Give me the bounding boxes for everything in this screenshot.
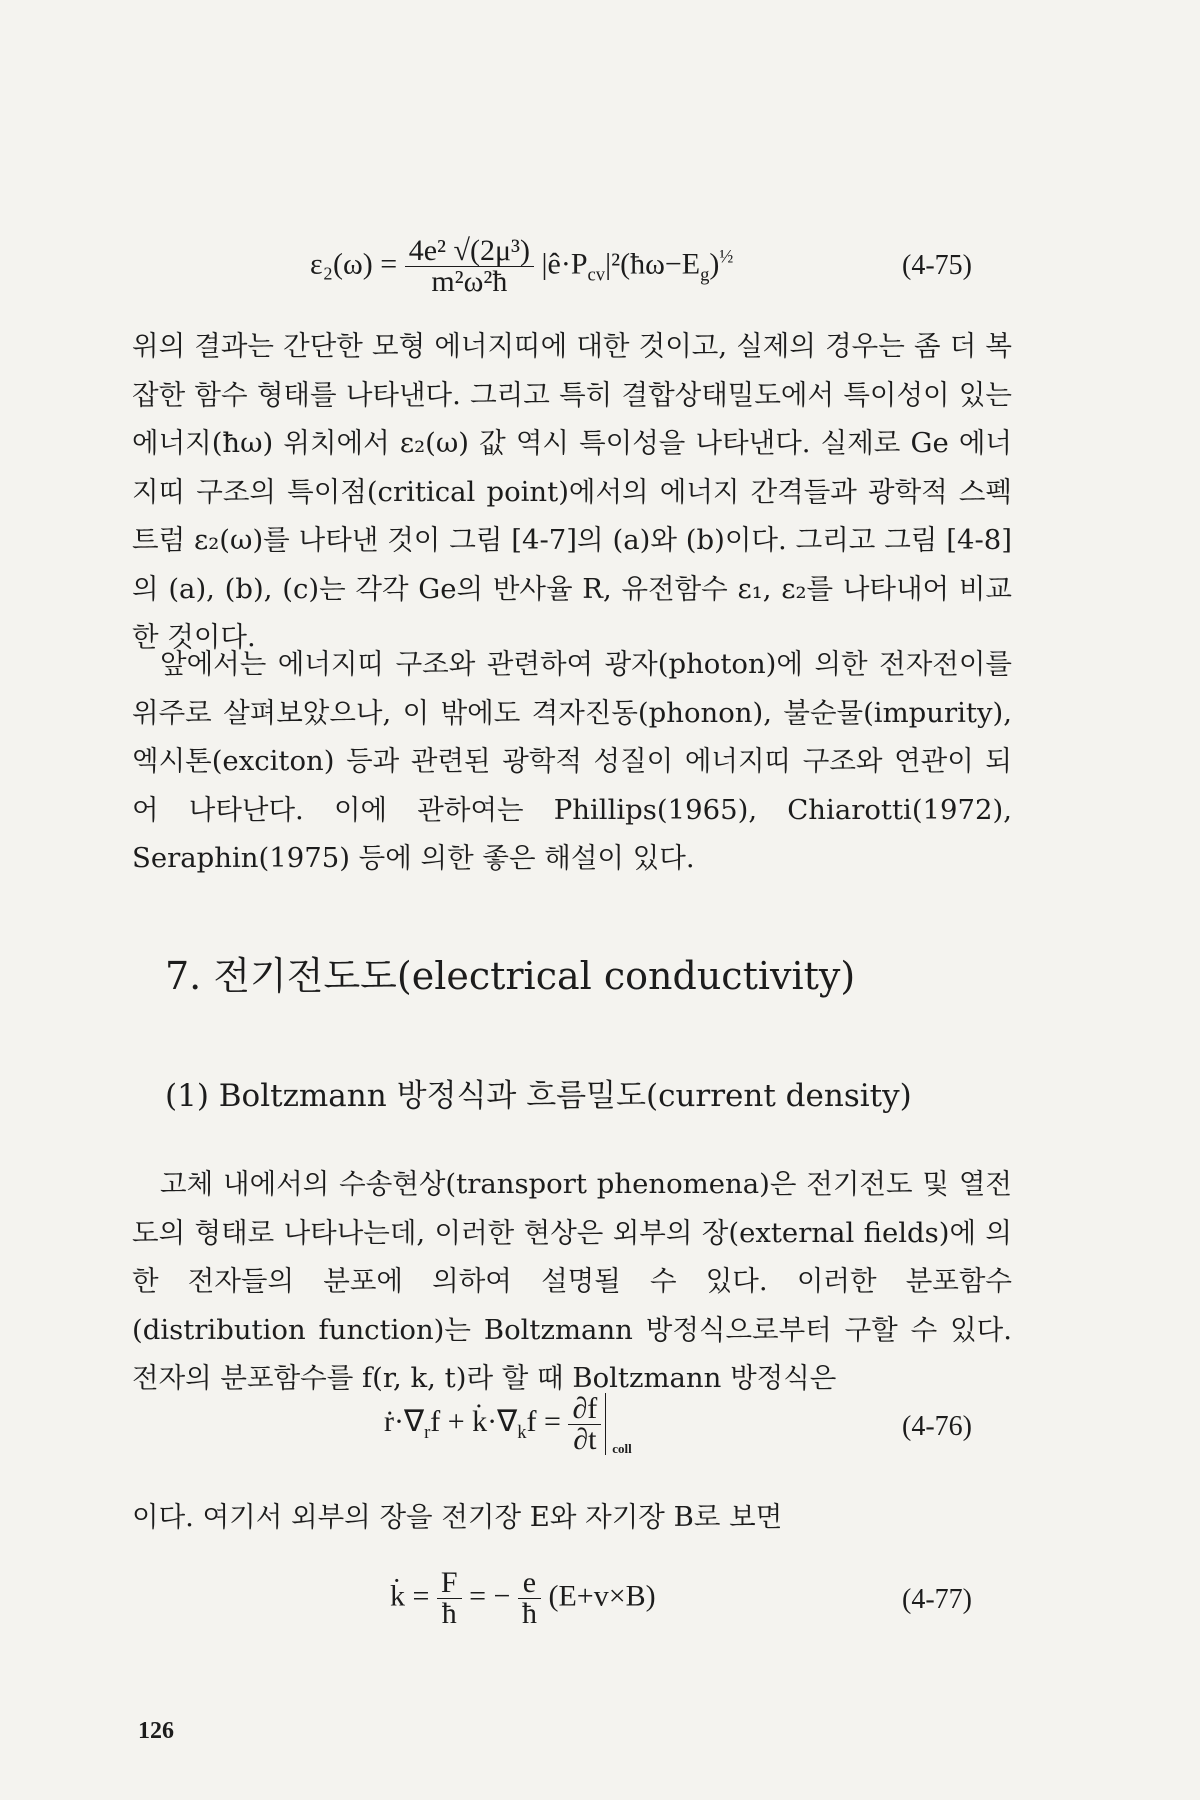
eq-4-76-denominator: ∂t [573, 1422, 597, 1456]
equation-4-76 [132, 1393, 1012, 1467]
eq-4-76-numerator: ∂f [568, 1394, 601, 1425]
eq-4-77-number: (4-77) [902, 1584, 972, 1615]
paragraph-3-container [132, 1160, 1012, 1403]
eq-4-77-lhs: k̇ = [390, 1579, 430, 1613]
eq-4-75-end: ) [709, 247, 720, 281]
eq-4-75-numerator: 4e² √(2μ³) [405, 236, 534, 267]
eq-4-76-evaluation-bar [605, 1393, 646, 1455]
eq-4-77-denominator-2: ħ [521, 1597, 537, 1630]
eq-4-75-sub-g: g [700, 264, 710, 286]
eq-4-77-numerator-1: F [437, 1568, 462, 1599]
eq-4-75-tail: |²(ħω−E [605, 247, 701, 281]
eq-4-76-fraction [568, 1391, 601, 1456]
paragraph-3: 고체 내에서의 수송현상(transport phenomena)은 전기전도 및 열전도의 형태로 나타나는데, 이러한 현상은 외부의 장(external fields)에 의한 전자들의 분포에 의하여 설명될 수 있다. 이러한 분포함수(distribution function)는 Boltzmann 방정식으로부터 구할 수 있다. 전자의 분포함수를 f(r, k, t)라 할 때 Boltzmann 방정식은 [132, 1168, 1012, 1394]
eq-4-77-rhs: (E+v×B) [548, 1579, 656, 1613]
eq-4-76-coll-label: coll [612, 1441, 632, 1456]
eq-4-75-denominator: m²ω²ħ [431, 265, 508, 298]
eq-4-76-sub-k: k [517, 1421, 527, 1443]
eq-4-77-fraction-2 [518, 1568, 541, 1629]
paragraph-4: 이다. 여기서 외부의 장을 전기장 E와 자기장 B로 보면 [132, 1501, 783, 1533]
page-number: 126 [138, 1718, 174, 1744]
eq-4-75-exponent: ½ [719, 246, 734, 268]
eq-4-76-mid: f + k̇·∇ [430, 1404, 518, 1438]
equation-4-77 [132, 1568, 1012, 1640]
eq-4-75-lhs: ε₂(ω) = [310, 247, 398, 281]
paragraph-1: 위의 결과는 간단한 모형 에너지띠에 대한 것이고, 실제의 경우는 좀 더 복잡한 함수 형태를 나타낸다. 그리고 특히 결합상태밀도에서 특이성이 있는 에너지(ħω) 위치에서 ε₂(ω) 값 역시 특이성을 나타낸다. 실제로 Ge 에너지띠 구조의 특이점(critical point)에서의 에너지 간격들과 광학적 스펙트럼 ε₂(ω)를 나타낸 것이 그림 [4-7]의 (a)와 (b)이다. 그리고 그림 [4-8]의 (a), (b), (c)는 각각 Ge의 반사율 R, 유전함수 ε₁, ε₂를 나타내어 비교한 것이다. [132, 330, 1012, 653]
eq-4-76-end: f = [526, 1404, 561, 1438]
paragraph-4-container [132, 1493, 1012, 1542]
paragraph-2-container [132, 640, 1012, 883]
eq-4-75-fraction [405, 236, 534, 297]
section-heading: 7. 전기전도도(electrical conductivity) [165, 954, 856, 998]
subsection-heading: (1) Boltzmann 방정식과 흐름밀도(current density) [165, 1078, 912, 1114]
paragraph-2: 앞에서는 에너지띠 구조와 관련하여 광자(photon)에 의한 전자전이를 위주로 살펴보았으나, 이 밖에도 격자진동(phonon), 불순물(impurity), 엑시톤(exciton) 등과 관련된 광학적 성질이 에너지띠 구조와 연관이 되어 나타난다. 이에 관하여는 Phillips(1965), Chiarotti(1972), Seraphin(1975) 등에 의한 좋은 해설이 있다. [132, 648, 1012, 874]
eq-4-77-denominator-1: ħ [441, 1597, 457, 1630]
eq-4-75-rest: |ê·P [541, 247, 588, 281]
eq-4-76-sub-r: r [424, 1421, 431, 1443]
equation-4-75 [132, 232, 1012, 302]
eq-4-76-number: (4-76) [902, 1411, 972, 1442]
eq-4-76-lhs: ṙ·∇ [384, 1404, 425, 1438]
eq-4-77-numerator-2: e [518, 1568, 541, 1599]
eq-4-77-mid: = − [469, 1579, 511, 1613]
eq-4-75-number: (4-75) [902, 250, 972, 281]
paragraph-1-container [132, 322, 1012, 662]
eq-4-77-fraction-1 [437, 1568, 462, 1629]
eq-4-75-sub-cv: cv [587, 264, 606, 286]
